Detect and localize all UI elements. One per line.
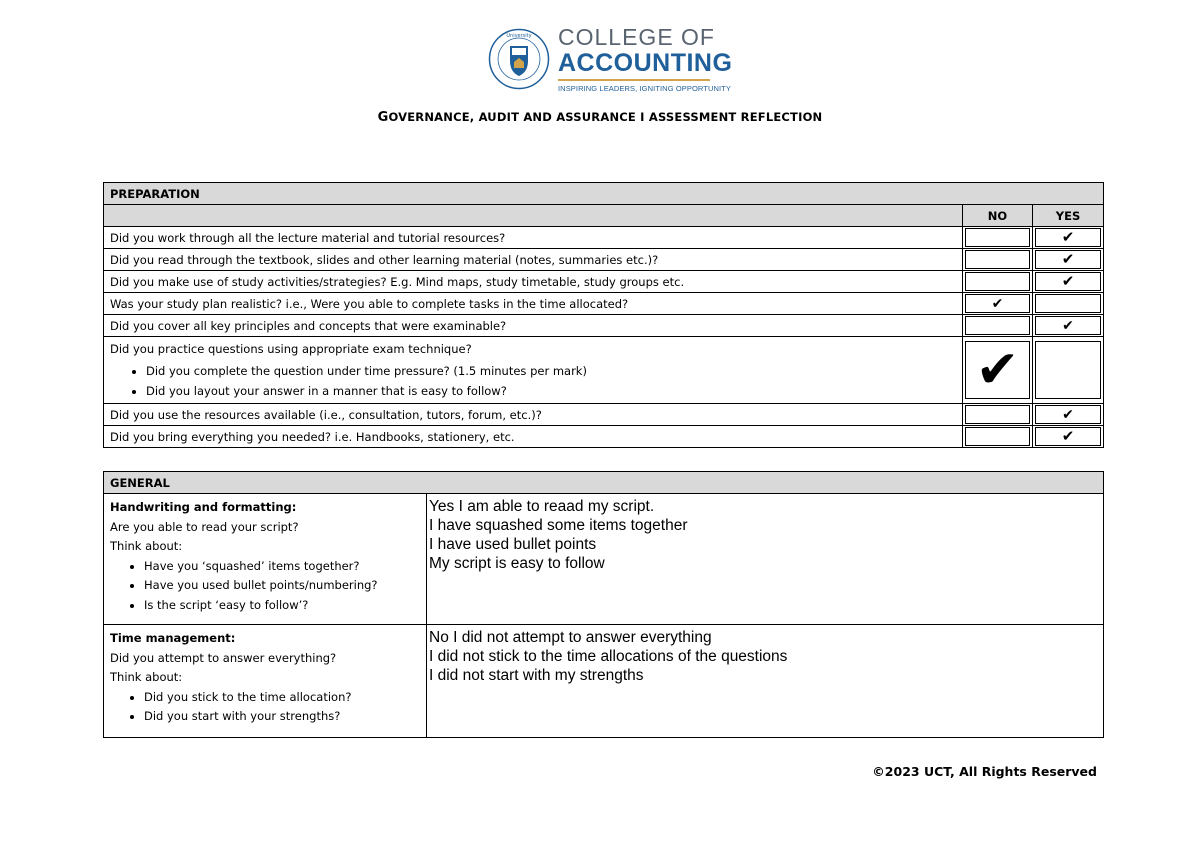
college-logo	[488, 24, 733, 96]
section-heading: Handwriting and formatting:	[110, 500, 297, 514]
bullet-item: • Did you stick to the time allocation?	[144, 688, 420, 708]
check-mark-icon: ✔	[975, 340, 1020, 400]
question-text: Did you practice questions using appropriate exam technique?	[110, 342, 472, 356]
no-checkbox[interactable]	[965, 341, 1030, 399]
bullet-item: • Did you start with your strengths?	[144, 707, 420, 727]
check-mark-icon: ✔	[1061, 272, 1075, 290]
check-mark-icon: ✔	[991, 295, 1004, 312]
preparation-header: PREPARATION	[104, 183, 1104, 205]
answer-field-handwriting[interactable]	[427, 494, 1104, 625]
general-table	[103, 471, 1104, 738]
answer-field-time-management[interactable]	[427, 625, 1104, 738]
no-checkbox[interactable]	[965, 294, 1030, 313]
preparation-subheader-blank	[104, 205, 963, 227]
svg-text:University: University	[506, 33, 532, 39]
document-title	[0, 110, 1200, 125]
bullet-item: • Have you used bullet points/numbering?	[144, 576, 420, 596]
title-first-letter: G	[377, 110, 389, 125]
title-rest: OVERNANCE, AUDIT AND ASSURANCE I ASSESSMENT REFLECTION	[388, 110, 823, 124]
check-mark-icon: ✔	[1062, 317, 1074, 334]
answer-line: Yes I am able to reaad my script.	[429, 498, 655, 515]
question-row	[104, 315, 1104, 337]
preparation-table	[103, 182, 1104, 448]
logo-tagline: INSPIRING LEADERS, IGNITING OPPORTUNITY	[558, 84, 731, 93]
section-question: Are you able to read your script?	[110, 519, 299, 534]
question-text: Did you use the resources available (i.e., consultation, tutors, forum, etc.)?	[104, 404, 963, 426]
section-think-about: Think about:	[110, 670, 183, 684]
no-checkbox[interactable]	[965, 250, 1030, 269]
question-text: Did you work through all the lecture material and tutorial resources?	[104, 227, 963, 249]
copyright-footer: ©2023 UCT, All Rights Reserved	[872, 764, 1097, 779]
question-text: Did you make use of study activities/strategies? E.g. Mind maps, study timetable, study groups etc.	[104, 271, 963, 293]
yes-checkbox[interactable]	[1035, 427, 1101, 446]
question-row	[104, 227, 1104, 249]
question-text: Did you read through the textbook, slides and other learning material (notes, summaries etc.)?	[104, 249, 963, 271]
yes-checkbox[interactable]	[1035, 228, 1101, 247]
question-row	[104, 426, 1104, 448]
check-mark-icon: ✔	[1062, 406, 1074, 423]
yes-checkbox[interactable]	[1035, 250, 1101, 269]
no-checkbox[interactable]	[965, 228, 1030, 247]
no-checkbox[interactable]	[965, 405, 1030, 424]
check-mark-icon: ✔	[1061, 427, 1075, 445]
question-row	[104, 271, 1104, 293]
check-mark-icon: ✔	[1061, 250, 1075, 268]
no-checkbox[interactable]	[965, 272, 1030, 291]
logo-line-college-of: COLLEGE OF	[558, 24, 715, 50]
section-heading: Time management:	[110, 631, 236, 645]
answer-line: I did not stick to the time allocations of the questions	[429, 648, 788, 665]
bullet-item: • Did you layout your answer in a manner that is easy to follow?	[146, 381, 956, 401]
answer-line: I did not start with my strengths	[429, 667, 644, 684]
answer-line: I have used bullet points	[429, 536, 597, 553]
general-section-row	[104, 494, 1104, 625]
question-row	[104, 337, 1104, 404]
no-checkbox[interactable]	[965, 316, 1030, 335]
logo-line-accounting: ACCOUNTING	[558, 49, 733, 77]
answer-line: I have squashed some items together	[429, 517, 688, 534]
check-mark-icon: ✔	[1061, 228, 1075, 246]
question-bullets	[110, 361, 956, 401]
yes-checkbox[interactable]	[1035, 272, 1101, 291]
col-no-header: NO	[963, 205, 1033, 227]
yes-checkbox[interactable]	[1035, 405, 1101, 424]
question-text: Did you cover all key principles and concepts that were examinable?	[104, 315, 963, 337]
section-bullets	[110, 557, 420, 616]
uct-seal-icon	[488, 28, 550, 90]
section-question: Did you attempt to answer everything?	[110, 650, 337, 665]
question-text: Was your study plan realistic? i.e., Were you able to complete tasks in the time allocated?	[104, 293, 963, 315]
bullet-item: • Did you complete the question under time pressure? (1.5 minutes per mark)	[146, 361, 956, 381]
general-section-row	[104, 625, 1104, 738]
question-row	[104, 293, 1104, 315]
answer-line: My script is easy to follow	[429, 555, 605, 572]
question-row	[104, 404, 1104, 426]
bullet-item: • Have you ‘squashed’ items together?	[144, 557, 420, 577]
bullet-item: • Is the script ‘easy to follow’?	[144, 596, 420, 616]
answer-line: No I did not attempt to answer everything	[429, 629, 712, 646]
general-header: GENERAL	[104, 472, 1104, 494]
logo-divider	[558, 79, 710, 81]
section-think-about: Think about:	[110, 539, 183, 553]
question-row	[104, 249, 1104, 271]
yes-checkbox[interactable]	[1035, 316, 1101, 335]
yes-checkbox[interactable]	[1035, 341, 1101, 399]
yes-checkbox[interactable]	[1035, 294, 1101, 313]
section-bullets	[110, 688, 420, 727]
col-yes-header: YES	[1033, 205, 1104, 227]
question-text: Did you bring everything you needed? i.e. Handbooks, stationery, etc.	[104, 426, 963, 448]
no-checkbox[interactable]	[965, 427, 1030, 446]
